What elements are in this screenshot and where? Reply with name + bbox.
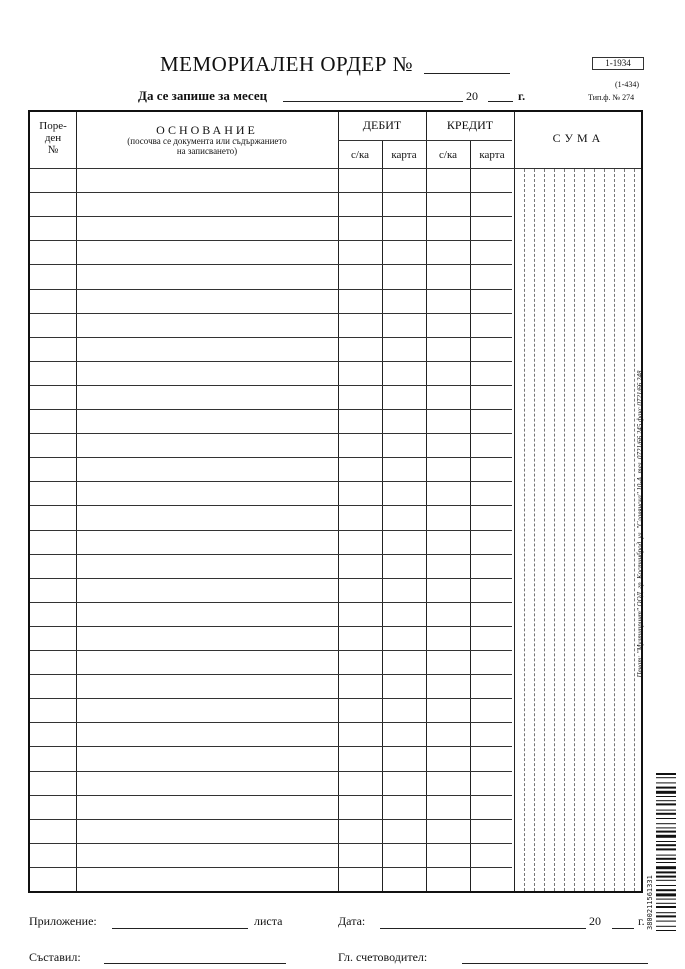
sum-digit-divider [604, 169, 605, 891]
table-row-line [30, 867, 512, 868]
sum-digit-divider [574, 169, 575, 891]
sum-digit-divider [554, 169, 555, 891]
barcode-bar [656, 885, 676, 886]
attachment-input-line[interactable] [112, 928, 248, 929]
form-code-box: 1-1934 [592, 57, 644, 70]
barcode-bar [656, 803, 676, 805]
barcode-bar [656, 841, 676, 842]
barcode-bar [656, 810, 676, 811]
barcode-bar [656, 835, 676, 838]
debit-account-subheader: с/ка [351, 149, 369, 161]
barcode-bar [656, 818, 676, 819]
sum-digit-divider [534, 169, 535, 891]
col-divider [470, 140, 471, 891]
table-row-line [30, 481, 512, 482]
month-input-line[interactable] [283, 101, 463, 102]
barcode-bar [656, 893, 676, 896]
barcode-bar [656, 876, 676, 878]
date-year-input-line[interactable] [612, 928, 634, 929]
table-row-line [30, 795, 512, 796]
year-suffix: г. [518, 89, 526, 103]
compiled-label: Съставил: [29, 950, 81, 964]
credit-account-subheader: с/ка [439, 149, 457, 161]
year-prefix: 20 [466, 89, 478, 103]
table-row-line [30, 216, 512, 217]
document-title: МЕМОРИАЛЕН ОРДЕР № [160, 52, 414, 76]
barcode-bar [656, 899, 676, 900]
table-row-line [30, 361, 512, 362]
barcode-bar [656, 926, 676, 927]
barcode-bar [656, 796, 676, 797]
table-row-line [30, 313, 512, 314]
barcode-bar [656, 791, 676, 794]
barcode-bar [656, 800, 676, 801]
table-row-line [30, 674, 512, 675]
debit-card-subheader: карта [391, 149, 417, 161]
table-row-line [30, 843, 512, 844]
sum-digit-divider [624, 169, 625, 891]
col-divider [76, 112, 77, 891]
barcode-bar [656, 823, 676, 824]
month-label: Да се запише за месец [138, 88, 268, 103]
compiled-input-line[interactable] [104, 963, 286, 964]
date-input-line[interactable] [380, 928, 586, 929]
table-row-line [30, 602, 512, 603]
table-row-line [30, 819, 512, 820]
table-row-line [30, 722, 512, 723]
table-row-line [30, 554, 512, 555]
barcode-bar [656, 921, 676, 922]
barcode-bar [656, 827, 676, 828]
print-type-label: Тип.ф. № 274 [588, 93, 635, 102]
barcode-bar [656, 906, 676, 908]
barcode-bar [656, 773, 676, 775]
printer-imprint: Печат: "Мултипринт" ООД, гр. Костинброд, ул. "Славянска" 10-А, тел. 0721/66 245 факс 0721/66 248 [636, 370, 644, 678]
barcode-bar [656, 912, 676, 913]
table-row-line [30, 240, 512, 241]
header-bottom-line [30, 168, 641, 169]
table-row-line [30, 746, 512, 747]
date-year-suffix: г. [638, 914, 645, 928]
sum-digit-divider [544, 169, 545, 891]
form-code-sub: (1-434) [615, 80, 639, 89]
barcode-bar [656, 903, 676, 904]
order-number-line[interactable] [424, 73, 510, 74]
col-number-header: Поре- ден № [39, 120, 67, 156]
table-row-line [30, 505, 512, 506]
col-sum-header: СУМА [552, 131, 605, 145]
date-label: Дата: [338, 914, 366, 928]
date-year-prefix: 20 [589, 914, 601, 928]
col-credit-header: КРЕДИТ [446, 118, 494, 132]
barcode-bar [656, 880, 676, 881]
chief-accountant-input-line[interactable] [462, 963, 648, 964]
table-row-line [30, 385, 512, 386]
sum-digit-divider [594, 169, 595, 891]
barcode-bar [656, 777, 676, 778]
chief-accountant-label: Гл. счетоводител: [338, 950, 428, 964]
table-row-line [30, 698, 512, 699]
sum-digit-divider [564, 169, 565, 891]
header-subline [338, 140, 512, 141]
table-row-line [30, 626, 512, 627]
table-row-line [30, 337, 512, 338]
barcode-bar [656, 889, 676, 891]
sum-digit-divider [634, 169, 635, 891]
table-row-line [30, 457, 512, 458]
col-divider [514, 112, 515, 891]
barcode-bar [656, 866, 676, 869]
col-divider [426, 112, 427, 891]
table-row-line [30, 289, 512, 290]
ledger-table [28, 110, 643, 893]
barcode-bar [656, 862, 676, 863]
table-row-line [30, 264, 512, 265]
pages-label: листа [254, 914, 283, 928]
barcode-bar [656, 813, 676, 815]
sum-digit-divider [614, 169, 615, 891]
barcode-bar [656, 915, 676, 917]
sum-digit-divider [524, 169, 525, 891]
col-basis-header: ОСНОВАНИЕ (посочва се документа или съдържанието на записването) [127, 123, 287, 156]
attachment-label: Приложение: [29, 914, 97, 928]
barcode-bar [656, 844, 676, 846]
barcode-bar [656, 855, 676, 856]
year-input-line[interactable] [488, 101, 513, 102]
col-debit-header: ДЕБИТ [362, 118, 402, 132]
col-divider [338, 112, 339, 891]
barcode-number: 3800211561331 [646, 875, 654, 930]
sum-digit-divider [584, 169, 585, 891]
barcode-bar [656, 848, 676, 850]
barcode-bar [656, 930, 676, 931]
table-row-line [30, 192, 512, 193]
barcode-bar [656, 831, 676, 833]
col-divider [382, 140, 383, 891]
table-row-line [30, 578, 512, 579]
table-row-line [30, 650, 512, 651]
barcode-bar [656, 782, 676, 783]
table-row-line [30, 771, 512, 772]
table-row-line [30, 409, 512, 410]
table-row-line [30, 530, 512, 531]
table-row-line [30, 433, 512, 434]
barcode-bar [656, 787, 676, 789]
credit-card-subheader: карта [479, 149, 505, 161]
barcode-bar [656, 871, 676, 873]
barcode-bar [656, 858, 676, 860]
